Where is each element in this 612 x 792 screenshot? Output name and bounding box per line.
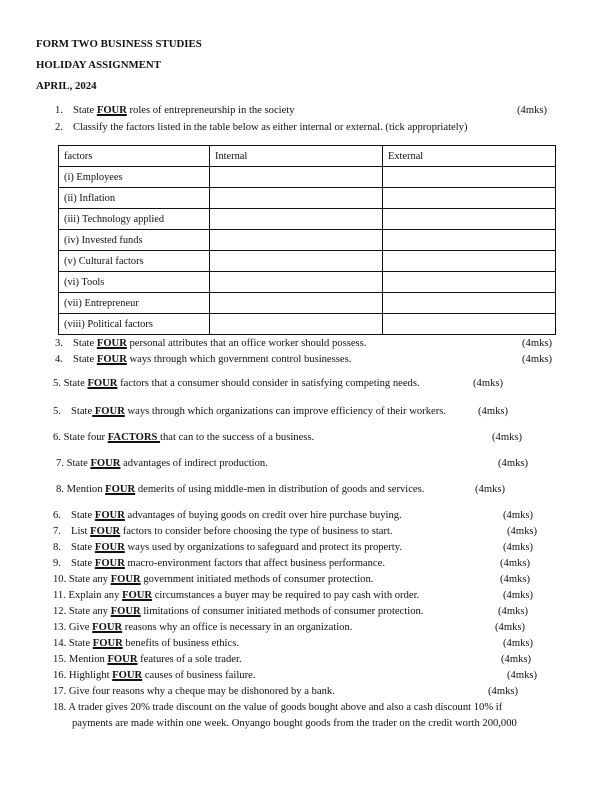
internal-cell[interactable] [210,272,383,293]
header-factors: factors [59,146,210,167]
question-item: 4. State FOUR ways through which government control businesses. [55,354,352,365]
marks: (4mks) [500,558,531,569]
question-item: 8. Mention FOUR demerits of using middle-men in distribution of goods and services. [56,484,425,495]
factor-cell: (ii) Inflation [59,188,210,209]
external-cell[interactable] [383,230,556,251]
marks: (4mks) [492,432,523,443]
table-row [59,293,556,314]
factor-cell: (i) Employees [59,167,210,188]
factor-cell: (viii) Political factors [59,314,210,335]
question-item: 14. State FOUR benefits of business ethics. [53,638,239,649]
marks: (4mks) [500,574,531,585]
marks: (4mks) [503,638,534,649]
doc-subtitle: HOLIDAY ASSIGNMENT [36,59,161,71]
question-item: 16. Highlight FOUR causes of business failure. [53,670,256,681]
doc-title: FORM TWO BUSINESS STUDIES [36,38,202,50]
external-cell[interactable] [383,272,556,293]
table-row [59,167,556,188]
marks: (4mks) [503,590,534,601]
table-row [59,251,556,272]
factor-cell: (iii) Technology applied [59,209,210,230]
question-item: 3. State FOUR personal attributes that an office worker should possess. [55,338,367,349]
question-item: 15. Mention FOUR features of a sole trader. [53,654,242,665]
internal-cell[interactable] [210,314,383,335]
marks: (4mks) [522,354,553,365]
table-header-row [59,146,556,167]
marks: (4mks) [503,542,534,553]
marks: (4mks) [498,458,529,469]
question-item: 11. Explain any FOUR circumstances a buyer may be required to pay cash with order. [53,590,420,601]
external-cell[interactable] [383,314,556,335]
factor-cell: (vi) Tools [59,272,210,293]
question-item: 9. State FOUR macro-environment factors that affect business performance. [53,558,385,569]
table-row [59,188,556,209]
internal-cell[interactable] [210,188,383,209]
external-cell[interactable] [383,167,556,188]
marks: (4mks) [507,526,538,537]
marks: (4mks) [475,484,506,495]
doc-date: APRIL, 2024 [36,80,97,92]
internal-cell[interactable] [210,293,383,314]
question-item: 13. Give FOUR reasons why an office is necessary in an organization. [53,622,353,633]
internal-cell[interactable] [210,209,383,230]
question-item: 5. State FOUR factors that a consumer should consider in satisfying competing needs. [53,378,420,389]
marks: (4mks) [498,606,529,617]
factors-table [58,145,556,335]
marks: (4mks) [507,670,538,681]
factor-cell: (iv) Invested funds [59,230,210,251]
question-1: 1. State FOUR roles of entrepreneurship in the society [55,105,295,116]
question-2: 2. Classify the factors listed in the table below as either internal or external. (tick appropriately) [55,122,468,133]
question-18-line-2: payments are made within one week. Onyango bought goods from the trader on the credit worth 200,000 [72,718,517,729]
external-cell[interactable] [383,251,556,272]
marks: (4mks) [522,338,553,349]
internal-cell[interactable] [210,251,383,272]
marks: (4mks) [517,105,548,116]
question-item: 8. State FOUR ways used by organizations to safeguard and protect its property. [53,542,402,553]
header-internal: Internal [210,146,383,167]
table-row [59,314,556,335]
question-item: 7. State FOUR advantages of indirect production. [56,458,268,469]
external-cell[interactable] [383,209,556,230]
internal-cell[interactable] [210,230,383,251]
marks: (4mks) [501,654,532,665]
internal-cell[interactable] [210,167,383,188]
question-item: 17. Give four reasons why a cheque may be dishonored by a bank. [53,686,335,697]
marks: (4mks) [503,510,534,521]
question-item: 6. State FOUR advantages of buying goods on credit over hire purchase buying. [53,510,402,521]
question-item: 5. State FOUR ways through which organizations can improve efficiency of their workers. [53,406,447,417]
table-row [59,230,556,251]
factor-cell: (vii) Entrepreneur [59,293,210,314]
question-item: 12. State any FOUR limitations of consumer initiated methods of consumer protection. [53,606,424,617]
question-item: 6. State four FACTORS that can to the success of a business. [53,432,315,443]
marks: (4mks) [488,686,519,697]
question-18-line-1: 18. A trader gives 20% trade discount on the value of goods bought above and also a cash discount 10% if [53,702,503,713]
external-cell[interactable] [383,188,556,209]
question-item: 10. State any FOUR government initiated methods of consumer protection. [53,574,374,585]
external-cell[interactable] [383,293,556,314]
marks: (4mks) [473,378,504,389]
header-external: External [383,146,556,167]
table-row [59,209,556,230]
marks: (4mks) [478,406,509,417]
factor-cell: (v) Cultural factors [59,251,210,272]
table-row [59,272,556,293]
marks: (4mks) [495,622,526,633]
question-item: 7. List FOUR factors to consider before choosing the type of business to start. [53,526,393,537]
